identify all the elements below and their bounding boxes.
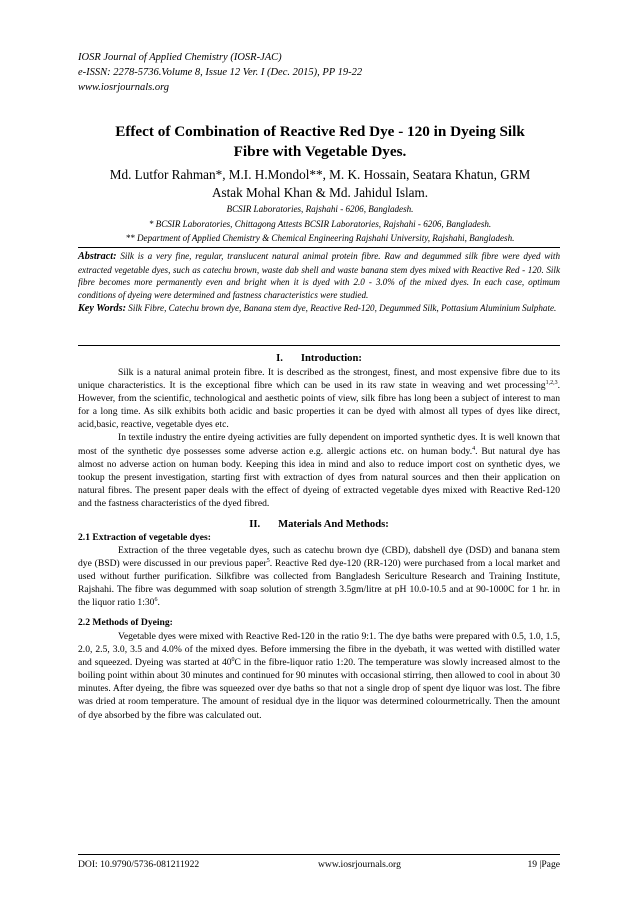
section-heading-introduction: [78, 352, 560, 366]
abstract-label: Abstract:: [78, 251, 117, 262]
section-number: I.: [276, 353, 283, 364]
intro-p1-text: Silk is a natural animal protein fibre. It is described as the strongest, finest, and most expensive fibre due to its unique characteristics. It is the exceptional fibre which can be used in its raw state in weaving and wet processing: [78, 367, 560, 392]
author-list: [60, 166, 580, 202]
section-title: Introduction:: [300, 353, 362, 364]
keywords-label: Key Words:: [78, 303, 127, 314]
section-heading-methods: [78, 518, 560, 532]
subsection-heading-extraction: 2.1 Extraction of vegetable dyes:: [78, 532, 211, 543]
authors-line-1: Md. Lutfor Rahman*, M.I. H.Mondol**, M. K. Hossain, Seatara Khatun, GRM: [109, 167, 531, 182]
abstract-paragraph: [78, 250, 560, 301]
dyeing-text-cont: C in the fibre-liquor ratio 1:20. The temperature was slowly increased almost to the boiling point within about 30 minutes and continued for 90 minutes with occasional stirring, then allowed to cool in about 30 minutes. After dyeing, the fibre was squeezed over dye baths so that not a single drop of spent dye liquor was lost. The fibre was dried at room temperature. The amount of residual dye in the liquor was determined colourmetrically. Then the amount of dye absorbed by the fibre was calculated out.: [78, 657, 560, 721]
title-line-1: Effect of Combination of Reactive Red Dye - 120 in Dyeing Silk: [115, 123, 525, 140]
dyeing-body: [78, 630, 560, 722]
footer-rule: [78, 854, 560, 855]
introduction-body: [78, 366, 560, 510]
section-title: Materials And Methods:: [278, 519, 389, 530]
extraction-text: Extraction of the three vegetable dyes, such as catechu brown dye (CBD), dabshell dye (DSD) and banana stem dye (BSD) were discussed in our previous paper: [78, 545, 560, 570]
intro-paragraph-1: [78, 366, 560, 431]
dyeing-text: Vegetable dyes were mixed with Reactive Red-120 in the ratio 9:1. The dye baths were prepared with 0.5, 1.0, 1.5, 2.0, 2.5, 3.0, 3.5 and 4.0% of the mixed dyes. Before immersing the fibre in the dyebath, it was wetted with distilled water and squeezed. Dyeing was started at 40: [78, 631, 560, 669]
abstract-block: [78, 250, 560, 316]
citation-ref: 4: [472, 445, 476, 452]
footer-doi: DOI: 10.9790/5736-081211922: [78, 859, 200, 870]
extraction-text-end: .: [157, 597, 160, 609]
paper-title: [70, 122, 570, 162]
affiliation-2: * BCSIR Laboratories, Chittagong Attests BCSIR Laboratories, Rajshahi - 6206, Bangladesh.: [148, 218, 492, 229]
journal-url: www.iosrjournals.org: [78, 82, 170, 93]
title-line-2: Fibre with Vegetable Dyes.: [233, 143, 407, 160]
degree-superscript: 0: [231, 657, 235, 663]
footer-page-number: 19 |Page: [527, 859, 560, 870]
extraction-text-cont: . Reactive Red dye-120 (RR-120) were purchased from a local market and used without further purification. Silkfibre was collected from Bangladesh Sericulture Research and Training Institute, Rajshahi. The fibre was degummed with soap solution of strength 3.5gm/litre at pH 10.0-10.5 and at 90-1000C for 1 hr. in the liquor ratio 1:30: [78, 558, 560, 609]
extraction-paragraph: [78, 544, 560, 609]
journal-issn: e-ISSN: 2278-5736.Volume 8, Issue 12 Ver. I (Dec. 2015), PP 19-22: [78, 67, 363, 78]
citation-ref: 6: [154, 597, 158, 604]
affiliation-3: ** Department of Applied Chemistry & Chemical Engineering Rajshahi University, Rajshahi, Bangladesh.: [125, 233, 515, 243]
abstract-bottom-rule: [78, 345, 560, 346]
keywords-text: Silk Fibre, Catechu brown dye, Banana stem dye, Reactive Red-120, Degummed Silk, Pottasium Aluminium Sulphate.: [126, 303, 557, 313]
authors-line-2: Astak Mohal Khan & Md. Jahidul Islam.: [211, 185, 429, 200]
dyeing-paragraph: [78, 630, 560, 722]
intro-p2-text-cont: . But natural dye has almost no adverse action on human body. Keeping this idea in mind and also to reduce import cost on synthetic dyes, we tookup the present investigation, starting first with extraction of dyes from natural sources and then their application on natural fibres. The present paper deals with the effect of dyeing of extracted vegetable dyes mixed with Reactive Red-120 and the fastness characteristics of the dyed fibred.: [78, 445, 560, 509]
abstract-text: Silk is a very fine, regular, translucent natural animal protein fibre. Raw and degummed silk fibre were dyed with extracted vegetable dyes, such as catechu brown, waste dab shell and waste banana stem dyes mixed with Reactive Red - 120. Silk fibre becomes more permanently even and bright when it is dyed with 2.0 - 3.0% of the mixed dyes. In each case, optimum conditions of dyeing were determined and fastness characteristics were studied.: [78, 251, 560, 300]
journal-header: [78, 50, 578, 95]
footer-site: www.iosrjournals.org: [318, 859, 401, 870]
affiliation-1: BCSIR Laboratories, Rajshahi - 6206, Bangladesh.: [226, 204, 414, 214]
abstract-top-rule: [78, 247, 560, 248]
affiliations: [60, 202, 580, 246]
journal-name: IOSR Journal of Applied Chemistry (IOSR-JAC): [78, 52, 282, 63]
subsection-heading-dyeing: 2.2 Methods of Dyeing:: [78, 617, 173, 628]
citation-ref: 5: [266, 557, 270, 564]
keywords-paragraph: [78, 302, 560, 316]
intro-paragraph-2: [78, 431, 560, 510]
extraction-body: [78, 544, 560, 609]
intro-p2-text: In textile industry the entire dyeing activities are fully dependent on imported synthetic dyes. It is well known that most of the synthetic dye possesses some adverse action e.g. allergic actions etc. on human body.: [78, 432, 560, 457]
citation-ref: 1,2,3: [545, 379, 558, 386]
intro-p1-text-cont: . However, from the scientific, technological and aesthetic points of view, silk fibre has long been a subject of interest to man for a long time. As silk exhibits both acidic and basic properties it can be dyed with almost all types of dyes like direct, acid,basic, reactive, vegetable dyes etc.: [78, 380, 560, 431]
section-number: II.: [249, 519, 261, 530]
